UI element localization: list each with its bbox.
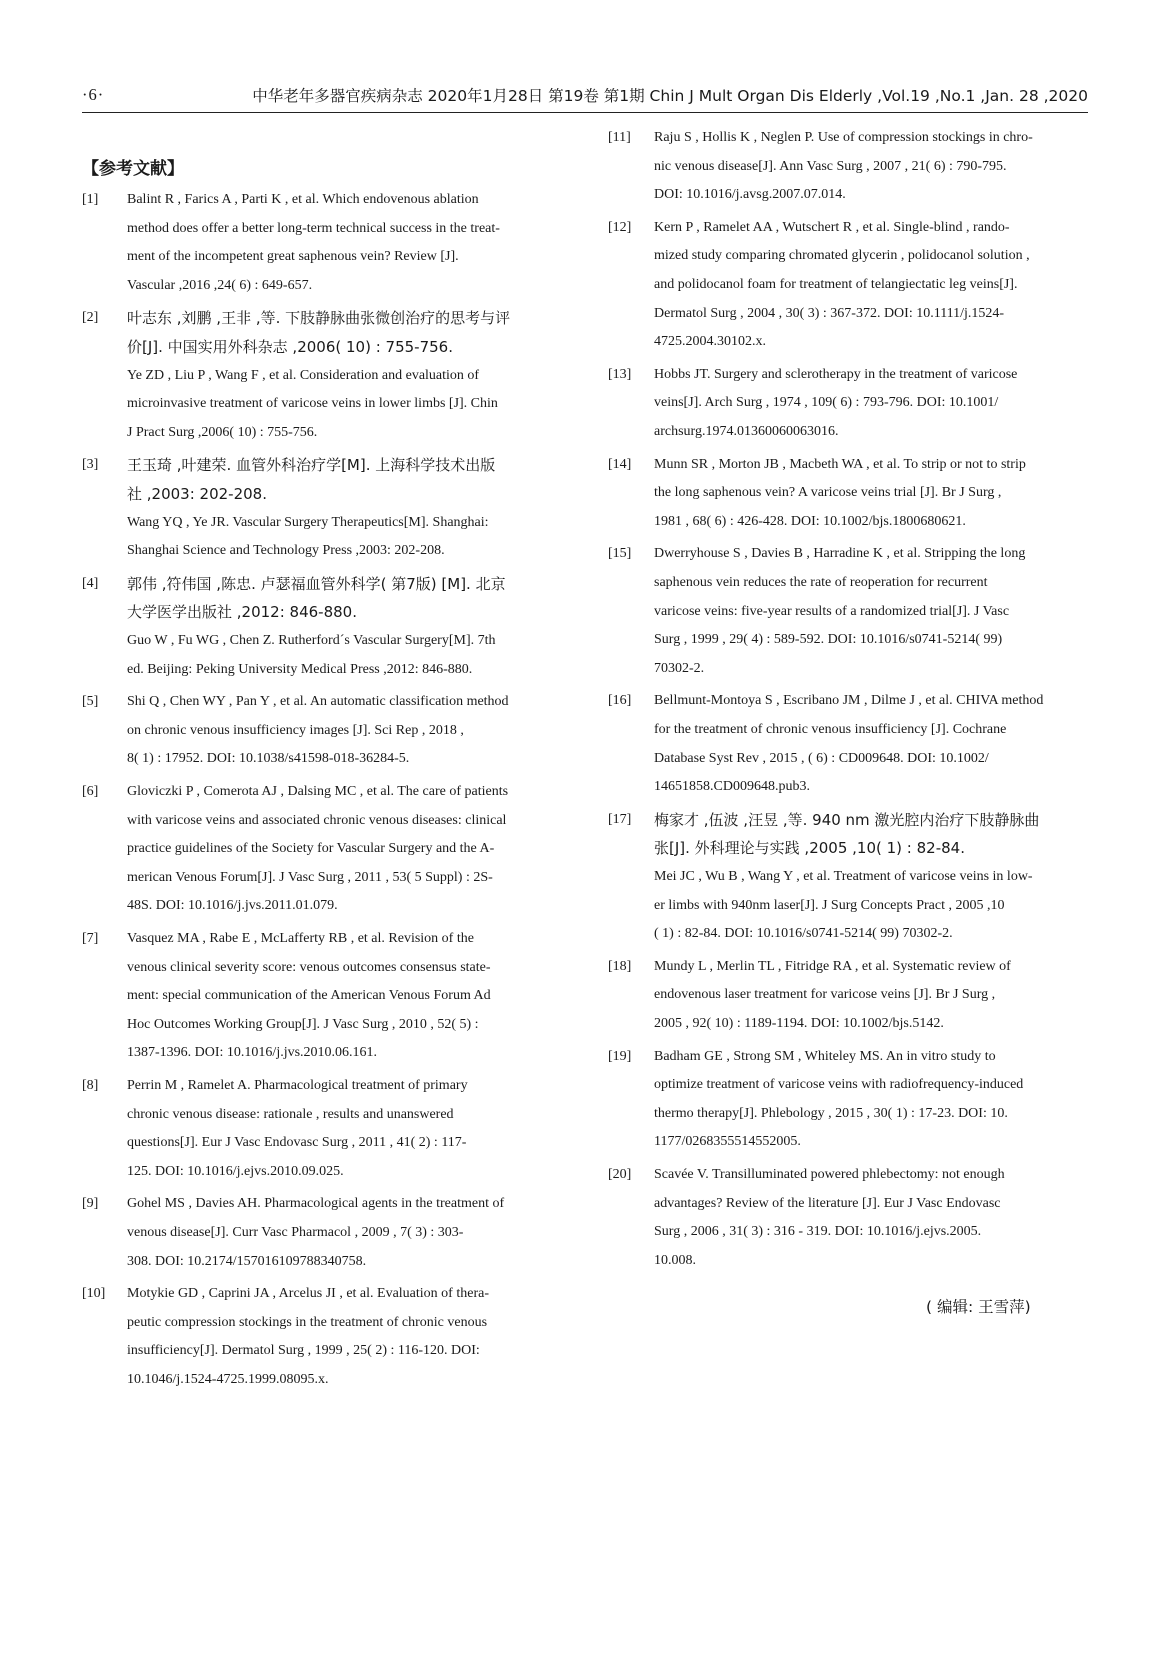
reference-number: [10] [82,1286,106,1302]
reference-text [654,1161,1088,1275]
reference-text [654,1043,1088,1157]
reference-line: 价[J]. 中国实用外科杂志 ,2006( 10) : 755-756. [127,337,453,356]
reference-text [127,451,558,565]
reference-line: 4725.2004.30102.x. [654,334,766,350]
reference-number: [12] [608,219,632,235]
reference-line: method does offer a better long-term technical success in the treat- [127,220,500,236]
reference-text [654,214,1088,357]
reference-line: Database Syst Rev , 2015 , ( 6) : CD009648. DOI: 10.1002/ [654,750,989,766]
reference-line: optimize treatment of varicose veins with radiofrequency-induced [654,1077,1024,1093]
reference-line: 社 ,2003: 202-208. [127,484,267,503]
reference-line: Raju S , Hollis K , Neglen P. Use of compression stockings in chro- [654,130,1033,145]
reference-line: ment of the incompetent great saphenous vein? Review [J]. [127,249,459,265]
reference-number: [20] [608,1167,632,1182]
reference-line: 1981 , 68( 6) : 426-428. DOI: 10.1002/bjs.1800680621. [654,513,966,529]
reference-line: Guo W , Fu WG , Chen Z. Rutherford´s Vascular Surgery[M]. 7th [127,632,496,648]
reference-line: nic venous disease[J]. Ann Vasc Surg , 2007 , 21( 6) : 790-795. [654,158,1007,174]
reference-line: Gloviczki P , Comerota AJ , Dalsing MC , et al. The care of patients [127,784,509,799]
reference-line: Shi Q , Chen WY , Pan Y , et al. An automatic classification method [127,694,509,710]
reference-line: Mei JC , Wu B , Wang Y , et al. Treatment of varicose veins in low- [654,868,1033,884]
reference-line: microinvasive treatment of varicose veins in lower limbs [J]. Chin [127,396,498,412]
reference-line: on chronic venous insufficiency images [J]. Sci Rep , 2018 , [127,722,464,738]
reference-line: Motykie GD , Caprini JA , Arcelus JI , et al. Evaluation of thera- [127,1286,489,1302]
reference-number: [16] [608,693,632,709]
reference-line: venous clinical severity score: venous outcomes consensus state- [127,959,491,975]
reference-line: archsurg.1974.01360060063016. [654,423,839,439]
reference-number: [4] [82,575,99,591]
reference-entry [608,124,1088,210]
reference-entry [608,1043,1088,1157]
reference-line: Ye ZD , Liu P , Wang F , et al. Consideration and evaluation of [127,367,480,383]
reference-line: chronic venous disease: rationale , results and unanswered [127,1106,454,1122]
reference-entry [82,1280,558,1394]
reference-number: [1] [82,192,99,207]
reference-line: Scavée V. Transilluminated powered phlebectomy: not enough [654,1167,1005,1182]
reference-text [654,806,1088,949]
running-header [82,78,1088,113]
reference-text [654,687,1088,801]
reference-number: [7] [82,931,99,946]
reference-line: J Pract Surg ,2006( 10) : 755-756. [127,424,318,440]
reference-line: and polidocanol foam for treatment of telangiectatic leg veins[J]. [654,276,1018,292]
reference-number: [9] [82,1196,99,1212]
reference-line: Hoc Outcomes Working Group[J]. J Vasc Surg , 2010 , 52( 5) : [127,1016,479,1032]
reference-line: Shanghai Science and Technology Press ,2003: 202-208. [127,543,445,559]
reference-line: Wang YQ , Ye JR. Vascular Surgery Therapeutics[M]. Shanghai: [127,514,489,530]
reference-line: ment: special communication of the American Venous Forum Ad [127,988,491,1004]
reference-line: varicose veins: five-year results of a randomized trial[J]. J Vasc [654,603,1010,619]
reference-line: insufficiency[J]. Dermatol Surg , 1999 , 25( 2) : 116-120. DOI: [127,1343,480,1359]
reference-line: 125. DOI: 10.1016/j.ejvs.2010.09.025. [127,1163,344,1179]
page-number: ·6· [82,85,105,104]
reference-line: venous disease[J]. Curr Vasc Pharmacol , 2009 , 7( 3) : 303- [127,1224,464,1240]
reference-line: Surg , 2006 , 31( 3) : 316 - 319. DOI: 10.1016/j.ejvs.2005. [654,1224,982,1240]
reference-number: [19] [608,1048,632,1064]
reference-number: [17] [608,811,632,827]
reference-number: [14] [608,456,632,472]
editor-credit: ( 编辑: 王雪萍) [926,1298,1031,1316]
reference-entry [608,687,1088,801]
reference-entry [608,1161,1088,1275]
reference-line: Gohel MS , Davies AH. Pharmacological agents in the treatment of [127,1196,505,1212]
reference-line: Mundy L , Merlin TL , Fitridge RA , et al. Systematic review of [654,958,1011,974]
reference-entry [608,214,1088,357]
reference-line: ( 1) : 82-84. DOI: 10.1016/s0741-5214( 99) 70302-2. [654,926,953,942]
journal-citation-line: 中华老年多器官疾病杂志 2020年1月28日 第19卷 第1期 Chin J Mult Organ Dis Elderly ,Vol.19 ,No.1 ,Jan. 28 ,2020 [252,87,1088,105]
reference-line: 8( 1) : 17952. DOI: 10.1038/s41598-018-36284-5. [127,751,410,767]
reference-entry [82,1190,558,1276]
reference-line: er limbs with 940nm laser[J]. J Surg Concepts Pract , 2005 ,10 [654,897,1005,913]
reference-text [654,540,1088,683]
reference-line: 308. DOI: 10.2174/157016109788340758. [127,1253,367,1269]
reference-text [127,570,558,684]
reference-line: merican Venous Forum[J]. J Vasc Surg , 2011 , 53( 5 Suppl) : 2S- [127,869,493,885]
reference-line: Vasquez MA , Rabe E , McLafferty RB , et al. Revision of the [127,931,474,946]
reference-text [654,124,1088,210]
reference-text [127,1072,558,1186]
reference-text [127,186,558,300]
reference-number: [11] [608,130,631,145]
reference-entry [608,953,1088,1039]
reference-line: Dermatol Surg , 2004 , 30( 3) : 367-372. DOI: 10.1111/j.1524- [654,305,1005,321]
reference-line: Hobbs JT. Surgery and sclerotherapy in the treatment of varicose [654,366,1018,382]
reference-number: [2] [82,310,99,326]
reference-line: saphenous vein reduces the rate of reoperation for recurrent [654,574,988,590]
reference-line: questions[J]. Eur J Vasc Endovasc Surg , 2011 , 41( 2) : 117- [127,1135,467,1151]
references-heading: 【参考文献】 [82,159,184,179]
reference-line: advantages? Review of the literature [J]. Eur J Vasc Endovasc [654,1195,1001,1211]
reference-line: 10.1046/j.1524-4725.1999.08095.x. [127,1371,329,1387]
reference-line: Dwerryhouse S , Davies B , Harradine K , et al. Stripping the long [654,546,1026,562]
reference-text [127,1190,558,1276]
reference-line: practice guidelines of the Society for Vascular Surgery and the A- [127,841,495,857]
reference-entry [608,361,1088,447]
reference-entry [82,186,558,300]
reference-line: endovenous laser treatment for varicose veins [J]. Br J Surg , [654,987,996,1003]
reference-entry [82,778,558,921]
reference-line: with varicose veins and associated chronic venous diseases: clinical [127,812,507,828]
reference-line: thermo therapy[J]. Phlebology , 2015 , 30( 1) : 17-23. DOI: 10. [654,1105,1008,1121]
reference-line: Munn SR , Morton JB , Macbeth WA , et al. To strip or not to strip [654,456,1026,472]
reference-text [654,451,1088,537]
reference-line: 14651858.CD009648.pub3. [654,779,810,795]
reference-entry [82,304,558,447]
reference-text [127,1280,558,1394]
reference-number: [3] [82,457,99,473]
reference-line: 48S. DOI: 10.1016/j.jvs.2011.01.079. [127,898,338,914]
reference-entry [608,451,1088,537]
reference-number: [13] [608,366,632,382]
reference-entry [82,570,558,684]
reference-entry [82,1072,558,1186]
reference-line: 10.008. [654,1252,696,1268]
reference-line: 大学医学出版社 ,2012: 846-880. [127,603,357,622]
reference-entry [608,540,1088,683]
reference-entry [82,451,558,565]
reference-text [127,925,558,1068]
reference-line: Kern P , Ramelet AA , Wutschert R , et al. Single-blind , rando- [654,219,1010,235]
reference-line: Perrin M , Ramelet A. Pharmacological treatment of primary [127,1078,468,1093]
reference-text [127,778,558,921]
reference-line: 王玉琦 ,叶建荣. 血管外科治疗学[M]. 上海科学技术出版 [127,456,496,475]
reference-text [654,953,1088,1039]
reference-entry [82,688,558,774]
reference-number: [6] [82,784,99,799]
reference-line: 叶志东 ,刘鹏 ,王非 ,等. 下肢静脉曲张微创治疗的思考与评 [127,309,511,328]
reference-line: 2005 , 92( 10) : 1189-1194. DOI: 10.1002/bjs.5142. [654,1015,944,1031]
reference-line: Balint R , Farics A , Parti K , et al. Which endovenous ablation [127,192,479,207]
reference-line: for the treatment of chronic venous insufficiency [J]. Cochrane [654,721,1007,737]
reference-line: Badham GE , Strong SM , Whiteley MS. An in vitro study to [654,1048,996,1064]
reference-number: [5] [82,694,99,710]
reference-entry [608,806,1088,949]
reference-line: 1387-1396. DOI: 10.1016/j.jvs.2010.06.161. [127,1045,378,1061]
reference-line: 梅家才 ,伍波 ,汪昱 ,等. 940 nm 激光腔内治疗下肢静脉曲 [654,810,1040,829]
reference-line: ed. Beijing: Peking University Medical Press ,2012: 846-880. [127,661,473,677]
reference-entry [82,925,558,1068]
reference-text [654,361,1088,447]
reference-number: [15] [608,546,632,562]
reference-line: 郭伟 ,符伟国 ,陈忠. 卢瑟福血管外科学( 第7版) [M]. 北京 [127,574,506,593]
reference-line: 70302-2. [654,660,705,676]
reference-line: DOI: 10.1016/j.avsg.2007.07.014. [654,187,846,203]
reference-line: Bellmunt-Montoya S , Escribano JM , Dilme J , et al. CHIVA method [654,693,1044,709]
reference-line: Vascular ,2016 ,24( 6) : 649-657. [127,277,313,293]
reference-text [127,688,558,774]
reference-number: [8] [82,1078,99,1093]
reference-line: 张[J]. 外科理论与实践 ,2005 ,10( 1) : 82-84. [654,839,965,858]
reference-line: the long saphenous vein? A varicose veins trial [J]. Br J Surg , [654,485,1002,501]
reference-number: [18] [608,958,632,974]
reference-line: 1177/0268355514552005. [654,1134,801,1150]
reference-line: Surg , 1999 , 29( 4) : 589-592. DOI: 10.1016/s0741-5214( 99) [654,632,1003,648]
reference-line: veins[J]. Arch Surg , 1974 , 109( 6) : 793-796. DOI: 10.1001/ [654,395,999,411]
reference-line: mized study comparing chromated glycerin , polidocanol solution , [654,248,1030,264]
reference-line: peutic compression stockings in the treatment of chronic venous [127,1314,488,1330]
reference-text [127,304,558,447]
